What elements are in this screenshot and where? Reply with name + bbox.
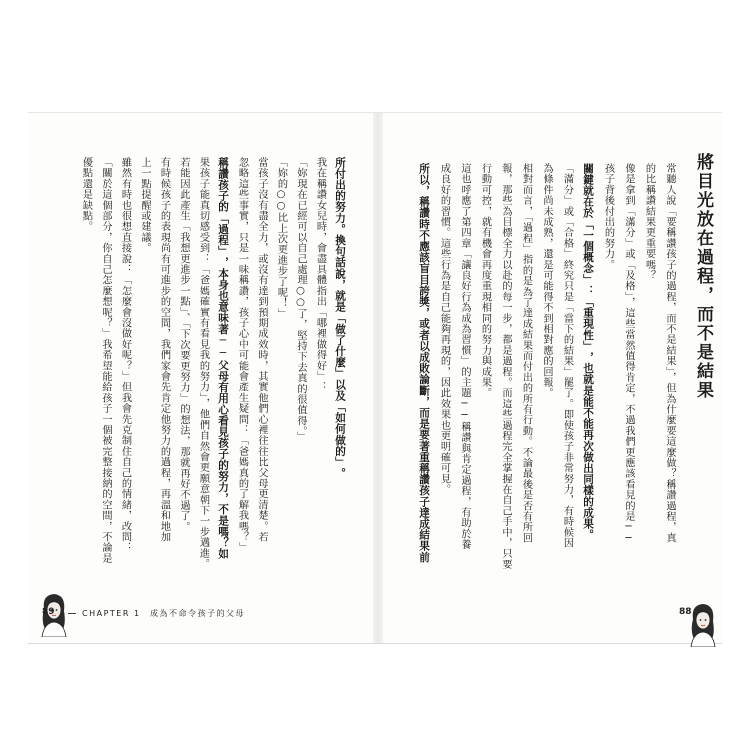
right-page-text-column: 孩子背後付出的努力。	[602, 163, 614, 270]
right-page-text-column: 所以，稱讚時不應該盲目誇獎，或者以成敗論斷，而是要著重稱讚孩子達成結果前	[418, 163, 430, 563]
right-page-text-column: 像是拿到「滿分」或「及格」，這些當然值得肯定，不過我們更應該看見的是──	[623, 163, 634, 545]
chapter-title: 將目光放在過程，而不是結果	[693, 153, 713, 400]
left-page-text-column: 所付出的努力。換句話說，就是「做了什麼」以及「如何做的」。	[334, 157, 346, 479]
right-page-text-column: 關鍵就在於「一個概念」：「重現性」，也就是能不能再次做出同樣的成果。	[582, 163, 594, 541]
running-header: CHAPTER 1 成為不命令孩子的父母	[82, 609, 246, 618]
right-page	[383, 113, 722, 643]
left-page-text-column: 稱讚孩子的「過程」，本身也意味著──父母有用心看見孩子的努力，不是嗎？如	[217, 157, 229, 560]
right-page-text-column: 為條件尚未成熟，還是可能得不到相對應的回報。	[541, 163, 552, 399]
right-page-text-column: 相對而言，「過程」指的是為了達成結果而付出的所有行動。不論最後是否有所回	[520, 163, 532, 544]
left-page-text-column: 上一點提醒或建議。	[139, 157, 150, 254]
right-page-text-column: 行動可控，就有機會再度重現相同的努力與成果。	[479, 163, 491, 399]
left-page-text-column: 「關於這個部分，你自己怎麼想呢？」我希望能給孩子一個被完整接納的空間，不論是	[100, 157, 111, 564]
left-page-text-column: 有時候孩子的表現尚有可進步的空間，我們家會先肯定他努力的過程，再溫和地加	[158, 157, 170, 543]
right-page-text-column: 成良好的習慣。這些行為是自己能夠再現的，因此效果也更明確可見。	[438, 163, 450, 495]
left-page-text-column: 忽略這些事實，只是一味稱讚，孩子心中可能會產生疑問：「爸媽真的了解我嗎？」	[236, 157, 248, 553]
book-gutter	[373, 113, 383, 643]
author-portrait-icon	[685, 599, 721, 647]
right-page-text-column: 常聽人說「要稱讚孩子的過程，而不是結果」，但為什麼要這麼做？稱讚過程，真	[664, 163, 675, 544]
book-spread	[28, 112, 722, 644]
left-page-text-column: 若能因此產生「我想更進步一點」、「下次要更努力」的想法，那就再好不過了。	[178, 157, 189, 532]
left-page-text-column: 果孩子能真切感受到：「爸媽確實有看見我的努力」，他們自然會更願意朝下一步邁進。	[197, 157, 209, 570]
right-page-text-column: 這也呼應了第四章「讓良好行為成為習慣」的主題──稱讚與肯定過程，有助於養	[459, 163, 470, 550]
right-page-text-column: 「滿分」或「合格」終究只是「當下的結果」罷了。即使孩子非常努力，有時候因	[561, 163, 573, 549]
right-page-text-column: 的比稱讚結果更重要嗎？	[643, 163, 655, 281]
left-page-text-column: 優點還是缺點。	[80, 157, 92, 232]
left-page	[28, 113, 373, 643]
right-page-text-column: 報，那些為目標全力以赴的每一步，都是過程。而這些過程完全掌握在自己手中，只要	[500, 163, 511, 570]
left-page-text-column: 「妳現在已經可以自己處理○○了，堅持下去真的很值得。」	[295, 157, 306, 443]
left-page-number: 89	[42, 607, 55, 617]
right-page-number: 88	[679, 607, 692, 617]
left-page-text-column: 雖然有時也很想直接說：「怎麼會沒做好呢？」但我會先克制住自己的情緒，改問：	[119, 157, 131, 553]
left-page-text-column: 當孩子沒有盡全力，或沒有達到預期成效時，其實他們心裡往往比父母更清楚。若	[256, 157, 267, 543]
footer-divider	[68, 613, 76, 614]
left-page-text-column: 我在稱讚女兒時，會盡具體指出「哪裡做得好」：	[314, 157, 326, 393]
left-page-text-column: 「妳的○○比上次更進步了呢！」	[275, 157, 287, 320]
